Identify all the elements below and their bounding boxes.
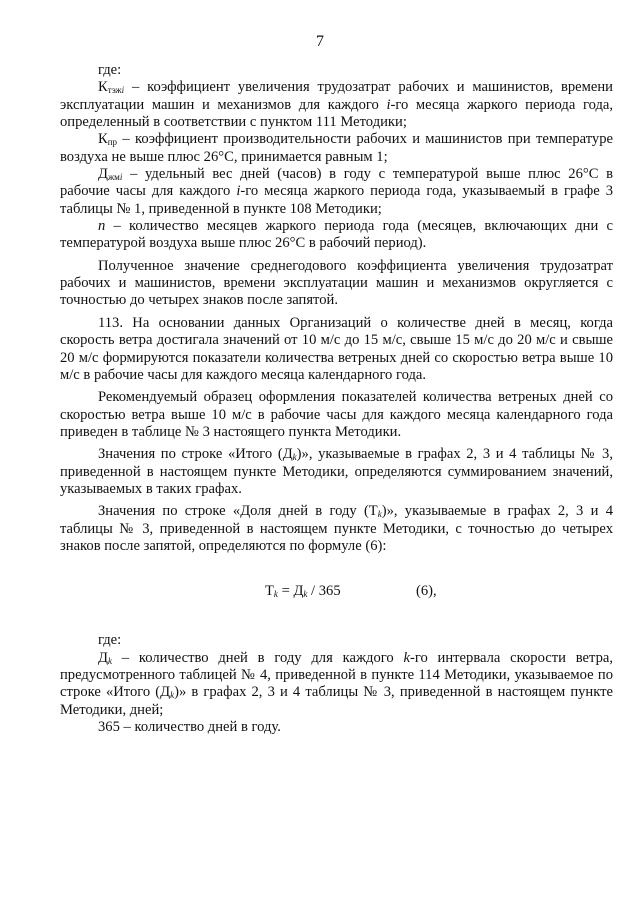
definition-dk: $Д_k$ – количество дней в году для каждого k-го интервала скорости ветра, предусмотренного таблицей № 4, приведенной в пункте 114 Методики, указываемое по строке «Итого $(Д_k)$» в графах 2, 3 и 4 таблицы № 3, приведенной в настоящем пункте Методики, дней; (60, 649, 613, 718)
paragraph-itogo: Значения по строке «Итого $(Д_k)$», указываемые в графах 2, 3 и 4 таблицы № 3, приведенной в настоящем пункте Методики, определяются суммированием значений, указываемых в таких графах. (60, 446, 614, 497)
symbol-d: Д (98, 166, 108, 183)
paragraph-recommended-sample: Рекомендуемый образец оформления показателей количества ветреных дней со скоростью ветра выше 10 м/с в рабочие часы для каждого месяца календарного года приведен в таблице № 3 настоящего пункта Методики. (60, 389, 613, 440)
paragraph-dolya: Значения по строке «Доля дней в году $(Т_k)$», указываемые в графах 2, 3 и 4 таблицы № 3, приведенной в настоящем пункте Методики, с точностью до четырех знаков после запятой, определяются по формуле (6): (60, 503, 613, 554)
definition-n: n – количество месяцев жаркого периода года (месяцев, включающих дни с температурой воздуха выше плюс 26°С в рабочий период). (60, 218, 613, 252)
symbol-n: n (98, 218, 106, 235)
paragraph-average-coefficient: Полученное значение среднегодового коэффициента увеличения трудозатрат рабочих и машинистов, времени эксплуатации машин и механизмов округляется с точностью до четырех знаков после запятой. (60, 257, 613, 309)
symbol-subscript: жмi (107, 172, 123, 183)
symbol-k: К (98, 79, 108, 96)
symbol-subscript: тэжi (107, 85, 125, 96)
symbol-d: Д (98, 649, 108, 666)
symbol-subscript: пр (107, 137, 118, 148)
definition-kpr: $К_{пр}$ – коэффициент производительности рабочих и машинистов при температуре воздуха не выше плюс 26°С, принимается равным 1; (60, 131, 613, 165)
definition-ktzhi: $К_{тэжi}$ – коэффициент увеличения трудозатрат рабочих и машинистов, времени эксплуатации машин и механизмов для каждого i-го месяца жаркого периода года, определенный в соответствии с пунктом 111 Методики; (60, 79, 613, 131)
formula-number: (6), (416, 583, 437, 600)
symbol-k: К (98, 131, 108, 148)
where-label: где: (98, 632, 122, 649)
formula-6 (60, 583, 613, 603)
where-label: где: (98, 62, 122, 78)
page-number: 7 (316, 33, 324, 50)
definition-dzhmi: $Д_{жмi}$ – удельный вес дней (часов) в году с температурой выше плюс 26°С в рабочие часы для каждого i-го месяца жаркого периода года, указываемый в графе 3 таблицы № 1, приведенной в пункте 108 Методики; (60, 166, 613, 217)
definition-365: 365 – количество дней в году. (98, 719, 281, 735)
formula-expression: $Т_k = Д_k / 365$ (265, 583, 341, 600)
document-body (60, 62, 613, 736)
paragraph-113: 113. На основании данных Организаций о количестве дней в месяц, когда скорость ветра достигала значений от 10 м/с до 15 м/с, свыше 15 м/с до 20 м/с и свыше 20 м/с формируются показатели количества ветреных дней со скоростью ветра выше 10 м/с в рабочие часы для каждого месяца календарного года. (60, 314, 613, 383)
